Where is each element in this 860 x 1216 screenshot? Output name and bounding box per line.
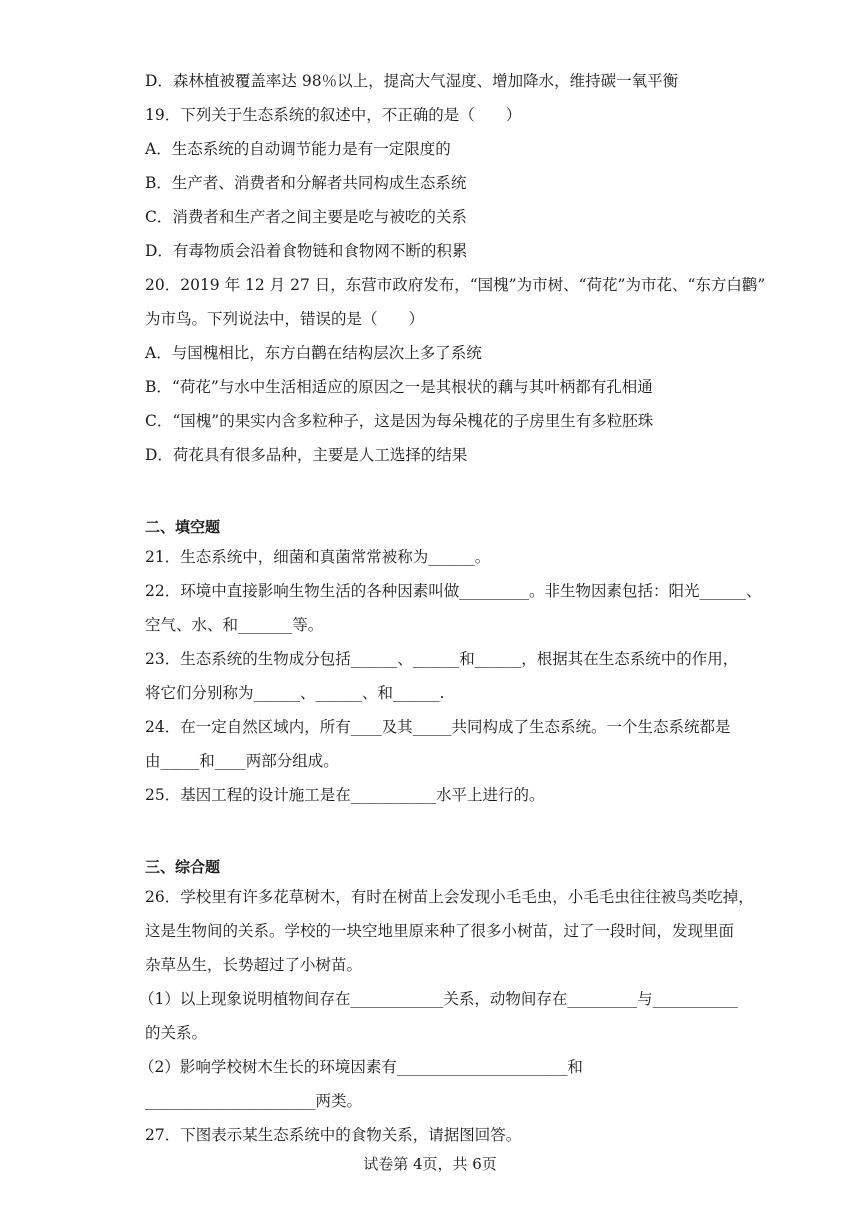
q26-part2-line2: ______________________两类。 bbox=[145, 1092, 363, 1110]
q26-part1-line2: 的关系。 bbox=[145, 1024, 208, 1042]
q24-line1: 24．在一定自然区域内，所有____及其_____共同构成了生态系统。一个生态系统都是 bbox=[145, 718, 731, 736]
q23-line2: 将它们分别称为______、______、和______. bbox=[145, 684, 445, 702]
q26-line2: 这是生物间的关系。学校的一块空地里原来种了很多小树苗，过了一段时间，发现里面 bbox=[145, 922, 735, 940]
q20-option-a: A．与国槐相比，东方白鹳在结构层次上多了系统 bbox=[145, 344, 482, 362]
q19-option-c: C．消费者和生产者之间主要是吃与被吃的关系 bbox=[145, 208, 467, 226]
section-fill-in-heading: 二、填空题 bbox=[145, 518, 221, 536]
q18-option-d: D．森林植被覆盖率达 98％以上，提高大气湿度、增加降水，维持碳一氧平衡 bbox=[145, 72, 679, 90]
q21: 21．生态系统中，细菌和真菌常常被称为______。 bbox=[145, 548, 491, 566]
q24-line2: 由_____和____两部分组成。 bbox=[145, 752, 339, 770]
q19-option-a: A．生态系统的自动调节能力是有一定限度的 bbox=[145, 140, 451, 158]
q22-line2: 空气、水、和_______等。 bbox=[145, 616, 324, 634]
q20-option-c: C．“国槐”的果实内含多粒种子，这是因为每朵槐花的子房里生有多粒胚珠 bbox=[145, 412, 654, 430]
q26-part2-line1: （2）影响学校树木生长的环境因素有______________________和 bbox=[139, 1058, 583, 1076]
q19-stem: 19．下列关于生态系统的叙述中，不正确的是（ ） bbox=[145, 106, 522, 124]
page-footer: 试卷第 4页，共 6页 bbox=[363, 1155, 497, 1173]
q23-line1: 23．生态系统的生物成分包括______、______和______，根据其在生态系统中的作用， bbox=[145, 650, 739, 668]
q27-stem: 27．下图表示某生态系统中的食物关系，请据图回答。 bbox=[145, 1126, 522, 1144]
q22-line1: 22．环境中直接影响生物生活的各种因素叫做_________。非生物因素包括：阳光______、 bbox=[145, 582, 762, 600]
q19-option-d: D．有毒物质会沿着食物链和食物网不断的积累 bbox=[145, 242, 468, 260]
q20-stem-line2: 为市鸟。下列说法中，错误的是（ ） bbox=[145, 310, 425, 328]
q26-line1: 26．学校里有许多花草树木，有时在树苗上会发现小毛毛虫，小毛毛虫往往被鸟类吃掉， bbox=[145, 888, 754, 906]
q20-option-b: B．“荷花”与水中生活相适应的原因之一是其根状的藕与其叶柄都有孔相通 bbox=[145, 378, 653, 396]
q25: 25．基因工程的设计施工是在___________水平上进行的。 bbox=[145, 786, 545, 804]
section-comprehensive-heading: 三、综合题 bbox=[145, 858, 221, 876]
q26-part1-line1: （1）以上现象说明植物间存在____________关系，动物间存在_________与___________ bbox=[139, 990, 738, 1008]
q20-option-d: D．荷花具有很多品种，主要是人工选择的结果 bbox=[145, 446, 468, 464]
q26-line3: 杂草丛生，长势超过了小树苗。 bbox=[145, 956, 363, 974]
q19-option-b: B．生产者、消费者和分解者共同构成生态系统 bbox=[145, 174, 467, 192]
q20-stem-line1: 20．2019 年 12 月 27 日，东营市政府发布，“国槐”为市树、“荷花”为市花、“东方白鹳” bbox=[145, 276, 766, 294]
